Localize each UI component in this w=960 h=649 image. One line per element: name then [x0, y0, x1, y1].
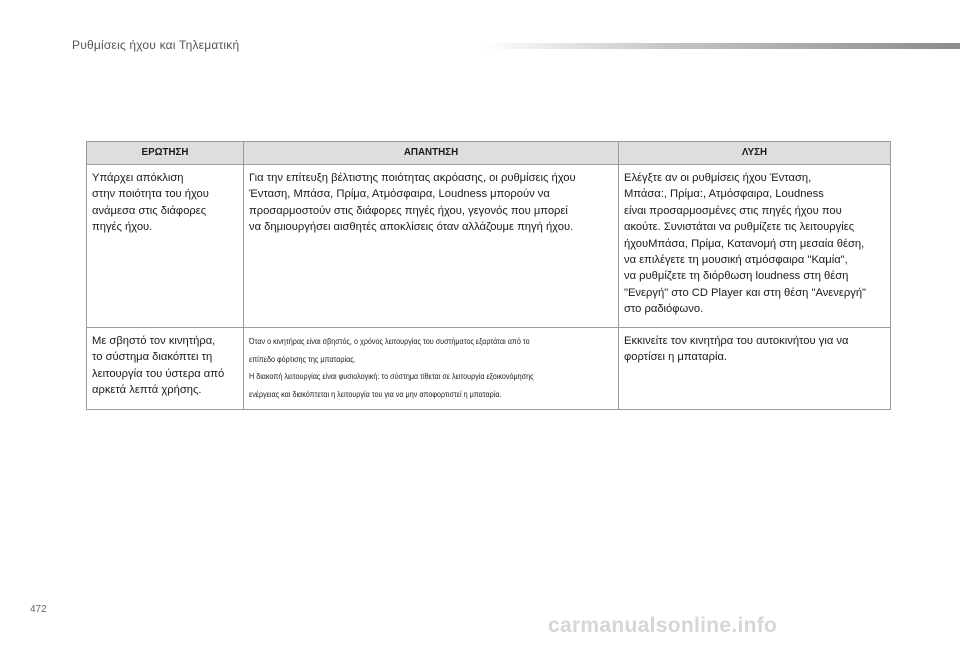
solution-cell	[619, 328, 891, 410]
solution-cell	[619, 165, 891, 328]
text-line: να επιλέγετε τη μουσική ατμόσφαιρα "Καμία",	[624, 254, 848, 267]
text-line: στο ραδιόφωνο.	[624, 303, 704, 316]
column-header-answer: ΑΠΑΝΤΗΣΗ	[244, 142, 619, 165]
text-line: ενέργειας και διακόπτεται η λειτουργία του για να μην αποφορτιστεί η μπαταρία.	[249, 388, 502, 399]
column-header-solution: ΛΥΣΗ	[619, 142, 891, 165]
watermark: carmanualsonline.info	[548, 614, 778, 637]
table-header-row	[87, 142, 891, 165]
text-line: Όταν ο κινητήρας είναι σβηστός, ο χρόνος λειτουργίας του συστήματος εξαρτάται από το	[249, 336, 530, 346]
text-line: είναι προσαρμοσμένες στις πηγές ήχου που	[624, 204, 842, 217]
text-line: Με σβηστό τον κινητήρα,	[92, 335, 216, 347]
question-cell	[87, 328, 244, 410]
answer-cell	[244, 328, 619, 410]
answer-cell	[244, 165, 619, 328]
text-line: ανάμεσα στις διάφορες	[92, 204, 207, 217]
faq-table	[86, 141, 891, 410]
text-line: Για την επίτευξη βέλτιστης ποιότητας ακρόασης, οι ρυθμίσεις ήχου	[249, 172, 576, 184]
text-line: προσαρμοστούν στις διάφορες πηγές ήχου, γεγονός που μπορεί	[249, 204, 568, 217]
question-cell	[87, 165, 244, 328]
text-line: Εκκινείτε τον κινητήρα του αυτοκινήτου για να	[624, 335, 849, 347]
text-line: "Ενεργή" στο CD Player και στη θέση "Ανενεργή"	[624, 286, 867, 299]
table-row	[87, 328, 891, 410]
text-line: να ρυθμίζετε τη διόρθωση loudness στη θέση	[624, 270, 849, 283]
text-line: αρκετά λεπτά χρήσης.	[92, 384, 202, 397]
text-line: Ελέγξτε αν οι ρυθμίσεις ήχου Ένταση,	[624, 172, 812, 184]
text-line: Μπάσα:, Πρίμα:, Ατμόσφαιρα, Loudness	[624, 188, 824, 201]
text-line: το σύστημα διακόπτει τη	[92, 351, 213, 364]
table-row	[87, 165, 891, 328]
text-line: ακούτε. Συνιστάται να ρυθμίζετε τις λειτουργίες	[624, 221, 855, 234]
text-line: Η διακοπή λειτουργίας είναι φυσιολογική: το σύστημα τίθεται σε λειτουργία εξοικονόμησης	[249, 371, 534, 381]
text-line: ήχουΜπάσα, Πρίμα, Κατανομή στη μεσαία θέση,	[624, 237, 865, 250]
column-header-question: ΕΡΩΤΗΣΗ	[87, 142, 244, 165]
text-line: Ένταση, Μπάσα, Πρίμα, Ατμόσφαιρα, Loudness μπορούν να	[249, 188, 550, 201]
text-line: πηγές ήχου.	[92, 221, 153, 234]
text-line: επίπεδο φόρτισης της μπαταρίας.	[249, 353, 356, 364]
page-number: 472	[30, 604, 47, 615]
text-line: φορτίσει η μπαταρία.	[624, 351, 728, 364]
header-decorative-bar	[480, 43, 960, 49]
text-line: λειτουργία του ύστερα από	[92, 367, 225, 380]
text-line: στην ποιότητα του ήχου	[92, 188, 209, 201]
text-line: να δημιουργήσει αισθητές αποκλίσεις όταν αλλάζουμε πηγή ήχου.	[249, 221, 574, 234]
page-header-title: Ρυθμίσεις ήχου και Τηλεματική	[72, 38, 240, 52]
text-line: Υπάρχει απόκλιση	[92, 172, 184, 184]
